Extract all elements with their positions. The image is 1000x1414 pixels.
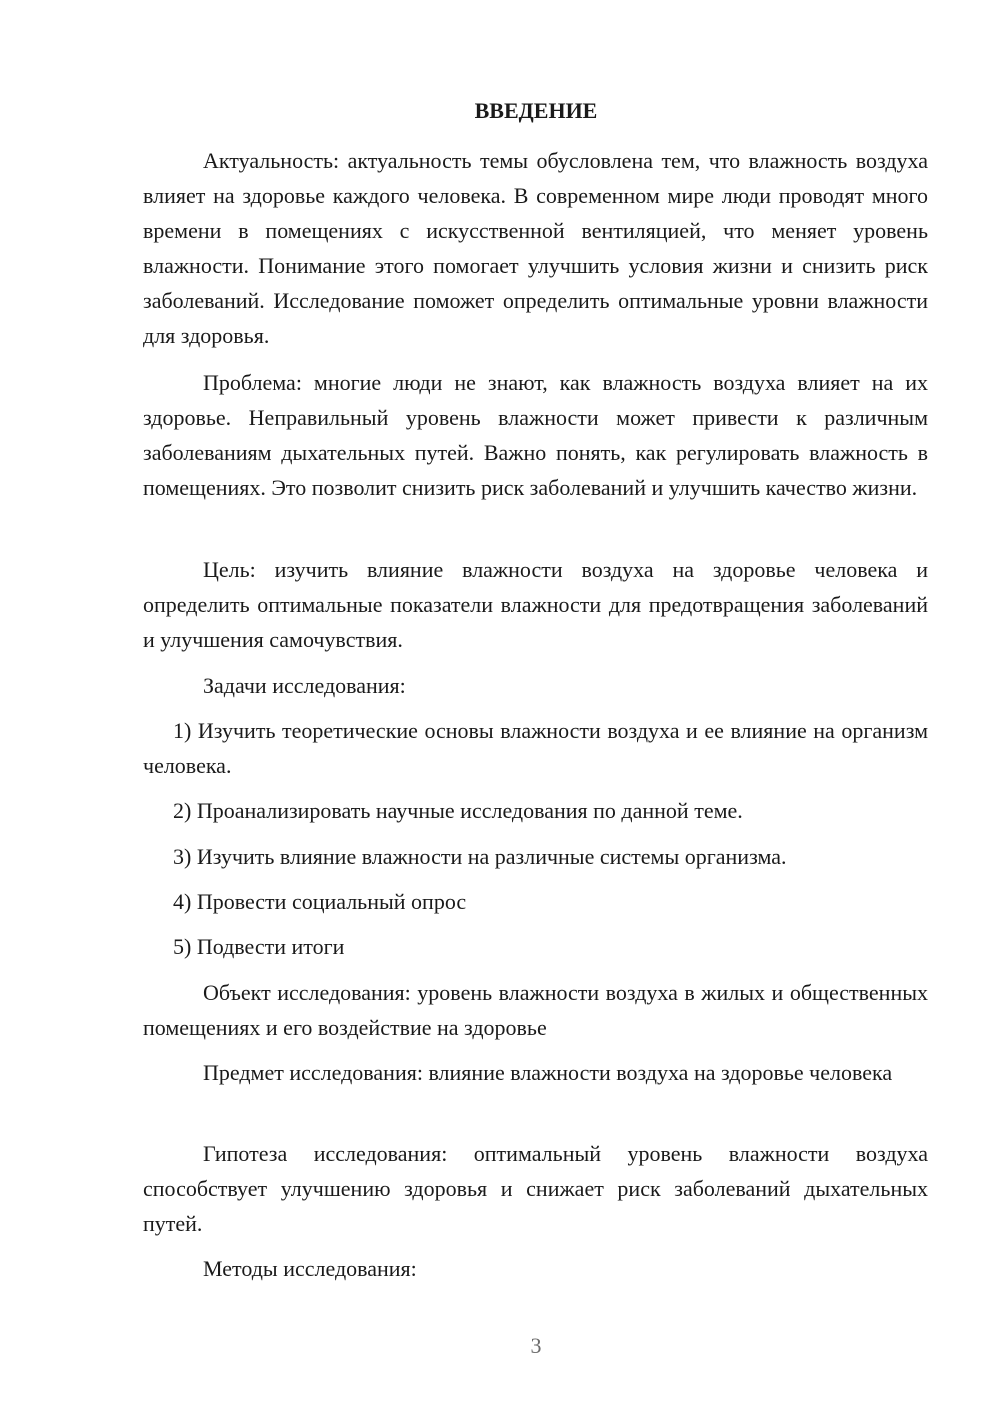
task-item-2: 2) Проанализировать научные исследования по данной теме.	[173, 798, 743, 823]
task-item-5: 5) Подвести итоги	[173, 934, 345, 959]
paragraph-tasks-heading: Задачи исследования:	[203, 673, 406, 698]
paragraph-methods: Методы исследования:	[203, 1256, 417, 1281]
page-number: 3	[530, 1333, 542, 1358]
task-item-4: 4) Провести социальный опрос	[173, 889, 467, 914]
task-item-1: 1) Изучить теоретические основы влажности воздуха и ее влияние на организм человека.	[143, 718, 928, 778]
paragraph-relevance: Актуальность: актуальность темы обусловлена тем, что влажность воздуха влияет на здоровье каждого человека. В современном мире люди проводят много времени в помещениях с искусственной вентиляцией, что меняет уровень влажности. Понимание этого помогает улучшить условия жизни и снизить риск заболеваний. Исследование поможет определить оптимальные уровни влажности для здоровья.	[143, 148, 928, 348]
paragraph-hypothesis: Гипотеза исследования: оптимальный уровень влажности воздуха способствует улучшению здоровья и снижает риск заболеваний дыхательных путей.	[143, 1141, 928, 1236]
paragraph-subject: Предмет исследования: влияние влажности воздуха на здоровье человека	[203, 1060, 893, 1085]
paragraph-object: Объект исследования: уровень влажности воздуха в жилых и общественных помещениях и его воздействие на здоровье	[143, 980, 928, 1040]
task-item-3: 3) Изучить влияние влажности на различные системы организма.	[173, 844, 787, 869]
paragraph-problem: Проблема: многие люди не знают, как влажность воздуха влияет на их здоровье. Неправильный уровень влажности может привести к различным заболеваниям дыхательных путей. Важно понять, как регулировать влажность в помещениях. Это позволит снизить риск заболеваний и улучшить качество жизни.	[143, 370, 928, 500]
paragraph-goal: Цель: изучить влияние влажности воздуха на здоровье человека и определить оптимальные показатели влажности для предотвращения заболеваний и улучшения самочувствия.	[143, 557, 928, 652]
page-title: ВВЕДЕНИЕ	[474, 98, 598, 123]
